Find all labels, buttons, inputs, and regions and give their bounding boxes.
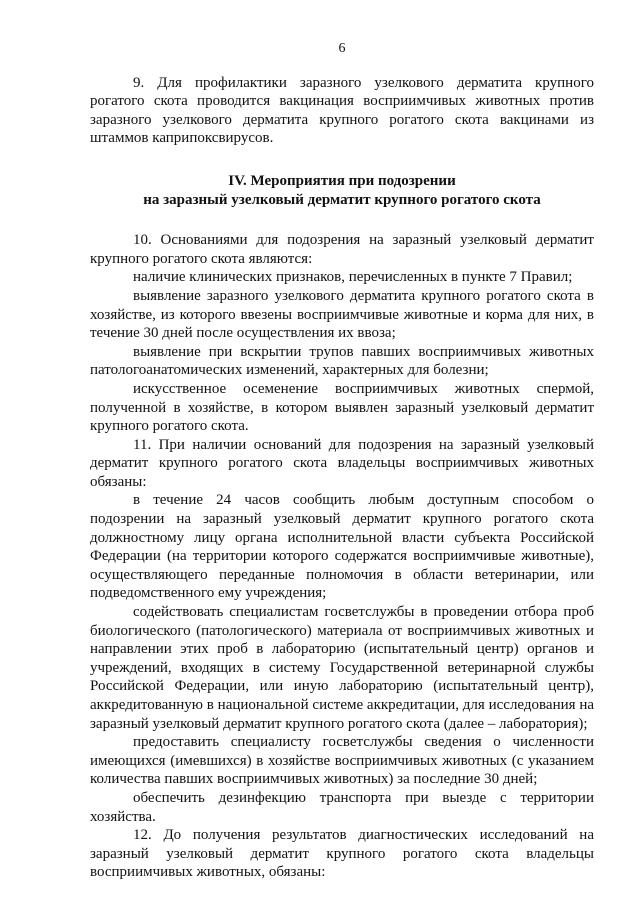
paragraph-11: 11. При наличии оснований для подозрения на заразный узелковый дерматит крупного рогатого скота владельцы восприимчивых животных обязаны:	[90, 436, 594, 490]
section-heading-line-1: IV. Мероприятия при подозрении	[228, 172, 456, 189]
paragraph-11-item-2: содействовать специалистам госветслужбы в проведении отбора проб биологического (патологического) материала от восприимчивых животных и направлении этих проб в лабораторию (испытательный центр) органов и учреждений, входящих в систему Государственной ветеринарной службы Российской Федерации, или иную лабораторию (испытательный центр), аккредитованную в национальной системе аккредитации, для исследования на заразный узелковый дерматит крупного рогатого скота (далее – лаборатория);	[90, 604, 594, 732]
paragraph-9: 9. Для профилактики заразного узелкового дерматита крупного рогатого скота проводится вакцинация восприимчивых животных против заразного узелкового дерматита крупного рогатого скота вакцинами из штаммов каприпоксвирусов.	[90, 74, 594, 147]
paragraph-10-item-4: искусственное осеменение восприимчивых животных спермой, полученной в хозяйстве, в котором выявлен заразный узелковый дерматит крупного рогатого скота.	[90, 380, 594, 435]
section-heading-line-2: на заразный узелковый дерматит крупного рогатого скота	[143, 191, 541, 208]
paragraph-11-item-1: в течение 24 часов сообщить любым доступным способом о подозрении на заразный узелковый дерматит крупного рогатого скота должностному лицу органа исполнительной власти субъекта Российской Федерации (на территории которого содержатся восприимчивые животные), осуществляющего переданные полномочия в области ветеринарии, или подведомственного ему учреждения;	[90, 492, 594, 602]
page-number: 6	[338, 41, 346, 56]
paragraph-10-item-3: выявление при вскрытии трупов павших восприимчивых животных патологоанатомических изменений, характерных для болезни;	[90, 343, 594, 379]
paragraph-10-item-2: выявление заразного узелкового дерматита крупного рогатого скота в хозяйстве, из которого ввезены восприимчивые животные и корма для них, в течение 30 дней после осуществления их ввоза;	[90, 287, 594, 342]
paragraph-12: 12. До получения результатов диагностических исследований на заразный узелковый дерматит крупного рогатого скота владельцы восприимчивых животных, обязаны:	[90, 827, 594, 881]
section-heading	[90, 172, 594, 209]
paragraph-11-item-3: предоставить специалисту госветслужбы сведения о численности имеющихся (имевшихся) в хозяйстве восприимчивых животных (с указанием количества павших восприимчивых животных) за последние 30 дней;	[90, 734, 594, 788]
paragraph-10: 10. Основаниями для подозрения на заразный узелковый дерматит крупного рогатого скота являются:	[90, 232, 594, 267]
paragraph-11-item-4: обеспечить дезинфекцию транспорта при выезде с территории хозяйства.	[90, 789, 594, 825]
paragraph-10-item-1: наличие клинических признаков, перечисленных в пункте 7 Правил;	[133, 269, 573, 286]
